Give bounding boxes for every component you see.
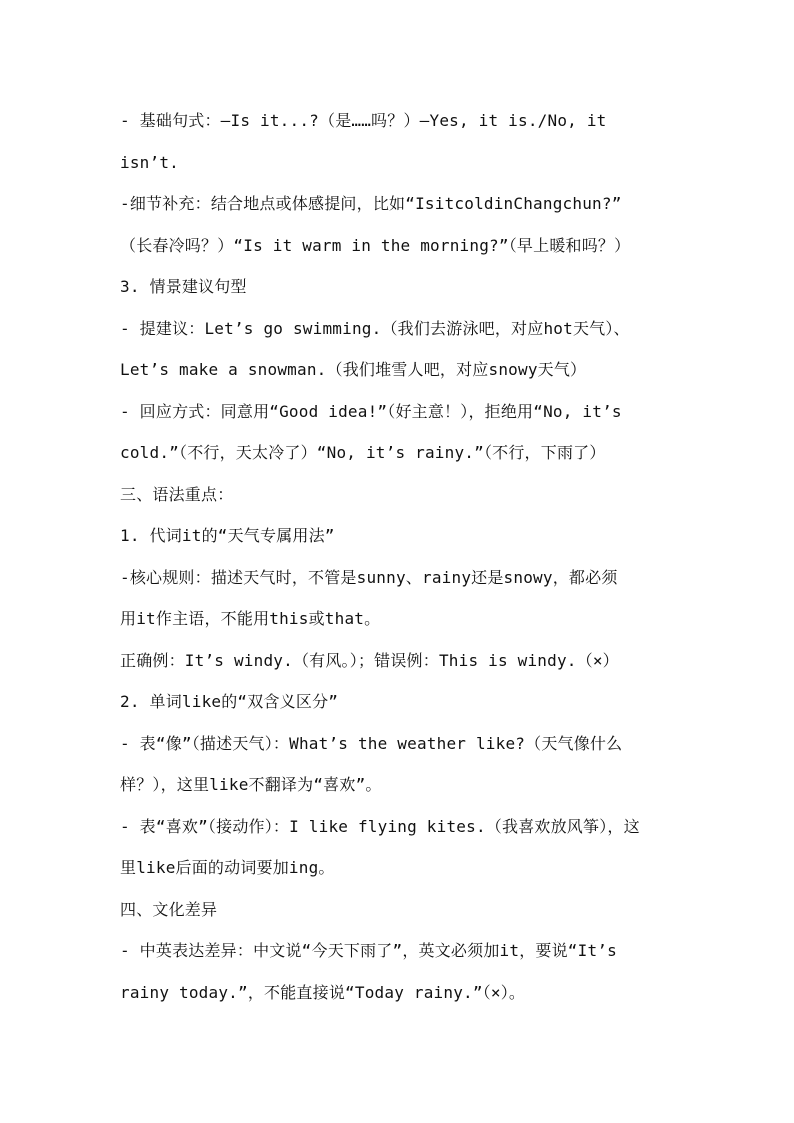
section-heading: 1. 代词it的“天气专属用法”: [120, 526, 335, 545]
document-body: [120, 100, 700, 1013]
text-line: 正确例：It’s windy.（有风。）；错误例：This is windy.（×）: [120, 650, 619, 670]
text-line: 用it作主语，不能用this或that。: [120, 609, 381, 628]
text-line: （长春冷吗？）“Is it warm in the morning?”（早上暖和吗？）: [120, 235, 631, 255]
text-line: isn’t.: [120, 152, 179, 172]
section-heading: 2. 单词like的“双含义区分”: [120, 692, 339, 711]
text-line: - 基础句式：—Is it...?（是……吗？）—Yes, it is./No, it: [120, 111, 607, 130]
text-line: - 表“喜欢”（接动作）：I like flying kites.（我喜欢放风筝），这: [120, 816, 640, 836]
section-heading: 三、语法重点：: [120, 484, 234, 504]
text-line: cold.”（不行，天太冷了）“No, it’s rainy.”（不行，下雨了）: [120, 443, 606, 462]
section-heading: 四、文化差异: [120, 899, 218, 919]
text-line: - 中英表达差异：中文说“今天下雨了”，英文必须加it，要说“It’s: [120, 941, 617, 960]
text-line: - 回应方式：同意用“Good idea!”（好主意！），拒绝用“No, it’s: [120, 401, 622, 421]
section-heading: 3. 情景建议句型: [120, 277, 247, 296]
text-line: 样？），这里like不翻译为“喜欢”。: [120, 775, 382, 794]
text-line: rainy today.”，不能直接说“Today rainy.”（×）。: [120, 982, 526, 1002]
text-line: 里like后面的动词要加ing。: [120, 858, 335, 877]
text-line: - 提建议：Let’s go swimming.（我们去游泳吧，对应hot天气）、: [120, 318, 630, 338]
text-line: -核心规则：描述天气时，不管是sunny、rainy还是snowy，都必须: [120, 567, 618, 587]
text-line: Let’s make a snowman.（我们堆雪人吧，对应snowy天气）: [120, 360, 587, 379]
text-line: - 表“像”（描述天气）：What’s the weather like?（天气像什么: [120, 733, 623, 753]
text-line: -细节补充：结合地点或体感提问，比如“IsitcoldinChangchun?”: [120, 194, 622, 213]
